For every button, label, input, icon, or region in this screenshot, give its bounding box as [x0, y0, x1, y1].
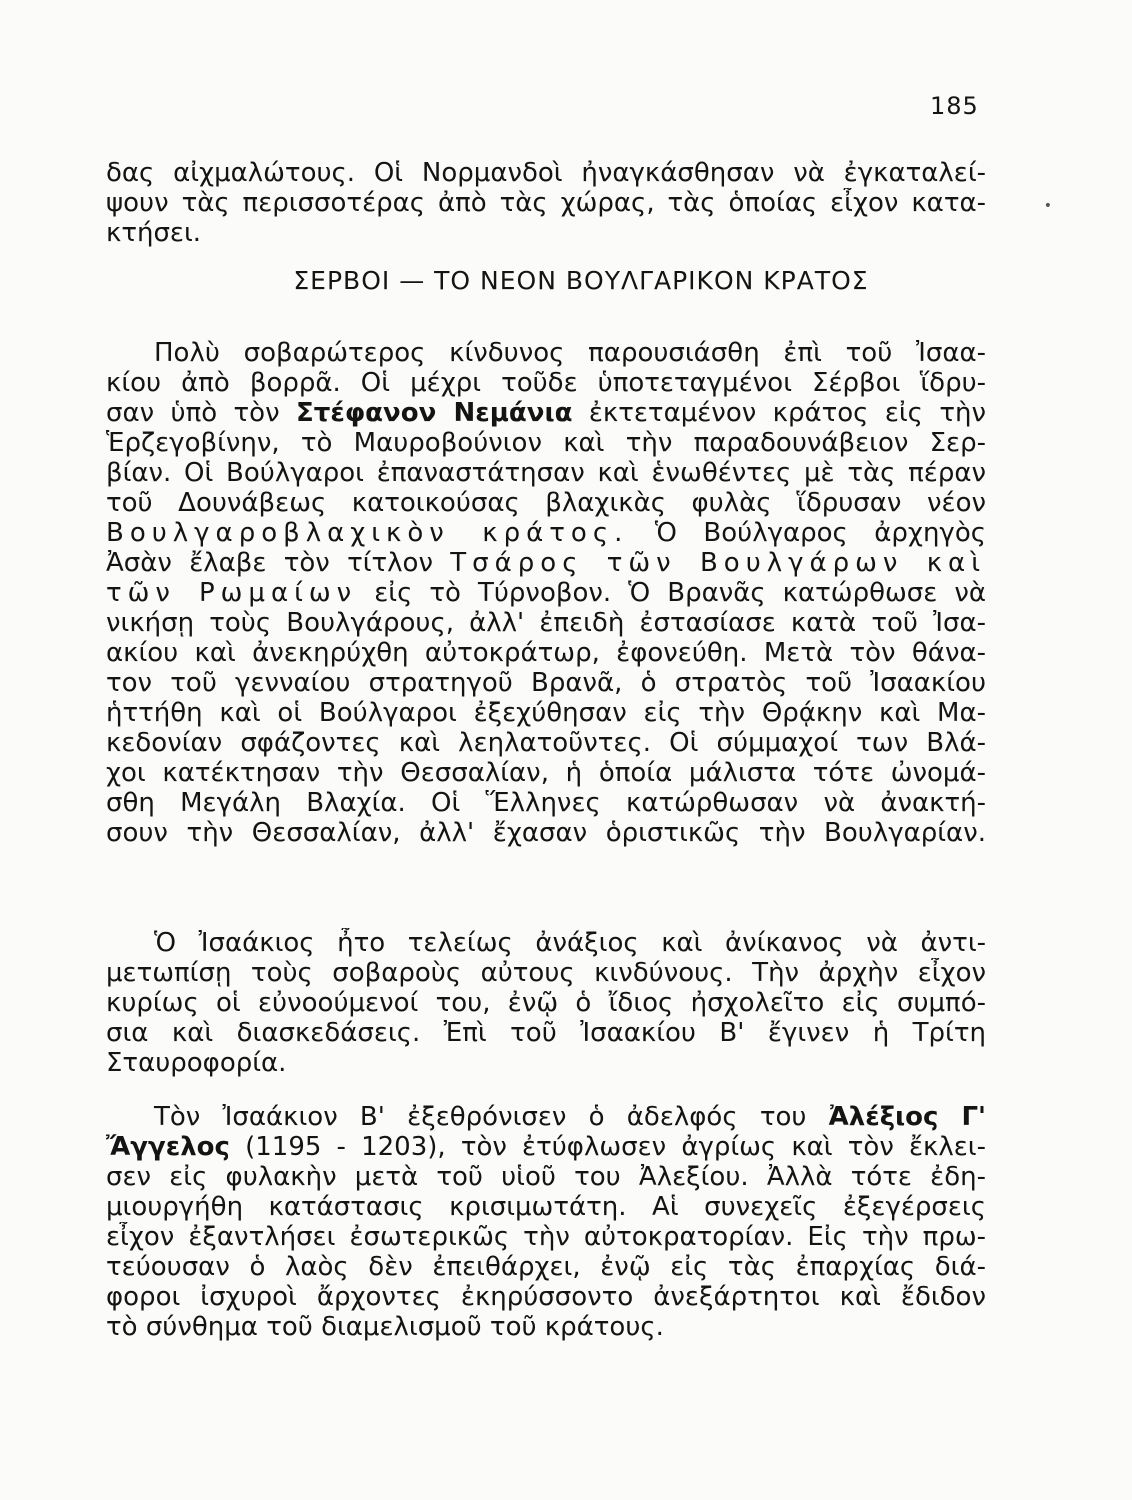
text-line: μιουργήθη κατάστασις κρισιμωτάτη. Αἱ συνεχεῖς ἐξεγέρσεις: [106, 1192, 986, 1222]
section-heading: ΣΕΡΒΟΙ — ΤΟ ΝΕΟΝ ΒΟΥΛΓΑΡΙΚΟΝ ΚΡΑΤΟΣ: [293, 266, 869, 295]
text-span: Ὁ Βούλγαρος ἀρχηγὸς: [628, 518, 986, 548]
text-line: κτήσει.: [106, 218, 202, 248]
text-line: [106, 398, 986, 428]
bold-name-angelos: Ἄγγελος: [106, 1132, 230, 1162]
text-span: ἐκτεταμένον κράτος εἰς τὴν: [572, 398, 986, 428]
paragraph-alexios: [106, 1102, 986, 1342]
text-line: ἡττήθη καὶ οἱ Βούλγαροι ἐξεχύθησαν εἰς τὴν Θρᾴκην καὶ Μα-: [106, 698, 986, 728]
text-line: Πολὺ σοβαρώτερος κίνδυνος παρουσιάσθη ἐπὶ τοῦ Ἰσαα-: [154, 338, 986, 368]
text-line: τον τοῦ γενναίου στρατηγοῦ Βρανᾶ, ὁ στρατὸς τοῦ Ἰσαακίου: [106, 668, 986, 698]
paragraph-serbs: [106, 338, 986, 848]
text-line: φοροι ἰσχυροὶ ἄρχοντες ἐκηρύσσοντο ἀνεξάρτητοι καὶ ἔδιδον: [106, 1282, 986, 1312]
text-line: χοι κατέκτησαν τὴν Θεσσαλίαν, ἡ ὁποία μάλιστα τότε ὠνομά-: [106, 758, 986, 788]
text-line: Ἑρζεγοβίνην, τὸ Μαυροβούνιον καὶ τὴν παραδουνάβειον Σερ-: [106, 428, 986, 458]
intro-paragraph: [106, 158, 986, 248]
text-line: [106, 548, 986, 578]
text-line: Ὁ Ἰσαάκιος ἦτο τελείως ἀνάξιος καὶ ἀνίκανος νὰ ἀντι-: [154, 928, 986, 958]
text-line: δας αἰχμαλώτους. Οἱ Νορμανδοὶ ἠναγκάσθησαν νὰ ἐγκαταλεί-: [106, 158, 986, 188]
text-line: τὸ σύνθημα τοῦ διαμελισμοῦ τοῦ κράτους.: [106, 1312, 664, 1342]
page-number: 185: [930, 92, 979, 120]
text-line: σια καὶ διασκεδάσεις. Ἐπὶ τοῦ Ἰσαακίου Β' ἔγινεν ἡ Τρίτη: [106, 1018, 986, 1048]
text-line: κίου ἀπὸ βορρᾶ. Οἱ μέχρι τοῦδε ὑποτεταγμένοι Σέρβοι ἵδρυ-: [106, 368, 986, 398]
bold-name-alexios: Ἀλέξιος Γ': [828, 1102, 986, 1132]
spaced-text: Βουλγαροβλαχικὸν κράτος.: [106, 518, 629, 548]
spaced-text: Τσάρος τῶν Βουλγάρων καὶ: [450, 548, 986, 578]
text-span: Τὸν Ἰσαάκιον Β' ἐξεθρόνισεν ὁ ἀδελφός του: [154, 1102, 829, 1132]
margin-dot: •: [1043, 198, 1052, 214]
text-line: βίαν. Οἱ Βούλγαροι ἐπαναστάτησαν καὶ ἑνωθέντες μὲ τὰς πέραν: [106, 458, 986, 488]
text-span: Ἀσὰν ἔλαβε τὸν τίτλον: [106, 548, 451, 578]
text-line: εἶχον ἐξαντλήσει ἐσωτερικῶς τὴν αὐτοκρατορίαν. Εἰς τὴν πρω-: [106, 1222, 986, 1252]
text-line: [106, 578, 986, 608]
text-line: [106, 1132, 986, 1162]
text-line: σθη Μεγάλη Βλαχία. Οἱ Ἕλληνες κατώρθωσαν νὰ ἀνακτή-: [106, 788, 986, 818]
text-span: σαν ὑπὸ τὸν: [106, 398, 297, 428]
text-line: σεν εἰς φυλακὴν μετὰ τοῦ υἱοῦ του Ἀλεξίου. Ἀλλὰ τότε ἐδη-: [106, 1162, 986, 1192]
bold-name-stefan-nemanja: Στέφανον Νεμάνια: [296, 398, 573, 428]
text-line: κυρίως οἱ εὐνοούμενοί του, ἐνῷ ὁ ἴδιος ἠσχολεῖτο εἰς συμπό-: [106, 988, 986, 1018]
paragraph-isaac: [106, 928, 986, 1078]
text-span: (1195 - 1203), τὸν ἐτύφλωσεν ἀγρίως καὶ τὸν ἔκλει-: [229, 1132, 986, 1162]
text-line: [106, 1102, 986, 1132]
text-line: ψουν τὰς περισσοτέρας ἀπὸ τὰς χώρας, τὰς ὁποίας εἶχον κατα-: [106, 188, 986, 218]
spaced-text: τῶν Ρωμαίων: [106, 578, 358, 608]
text-line: μετωπίσῃ τοὺς σοβαροὺς αὐτους κινδύνους. Τὴν ἀρχὴν εἶχον: [106, 958, 986, 988]
text-line: σουν τὴν Θεσσαλίαν, ἀλλ' ἔχασαν ὁριστικῶς τὴν Βουλγαρίαν.: [106, 818, 986, 848]
text-line: Σταυροφορία.: [106, 1048, 287, 1078]
text-line: νικήσῃ τοὺς Βουλγάρους, ἀλλ' ἐπειδὴ ἐστασίασε κατὰ τοῦ Ἰσα-: [106, 608, 986, 638]
text-span: εἰς τὸ Τύρνοβον. Ὁ Βρανᾶς κατώρθωσε νὰ: [357, 578, 986, 608]
text-line: τοῦ Δουνάβεως κατοικούσας βλαχικὰς φυλὰς ἵδρυσαν νέον: [106, 488, 986, 518]
text-line: [106, 518, 986, 548]
text-line: κεδονίαν σφάζοντες καὶ λεηλατοῦντες. Οἱ σύμμαχοί των Βλά-: [106, 728, 986, 758]
text-line: ακίου καὶ ἀνεκηρύχθη αὐτοκράτωρ, ἐφονεύθη. Μετὰ τὸν θάνα-: [106, 638, 986, 668]
text-line: τεύουσαν ὁ λαὸς δὲν ἐπειθάρχει, ἐνῷ εἰς τὰς ἐπαρχίας διά-: [106, 1252, 986, 1282]
